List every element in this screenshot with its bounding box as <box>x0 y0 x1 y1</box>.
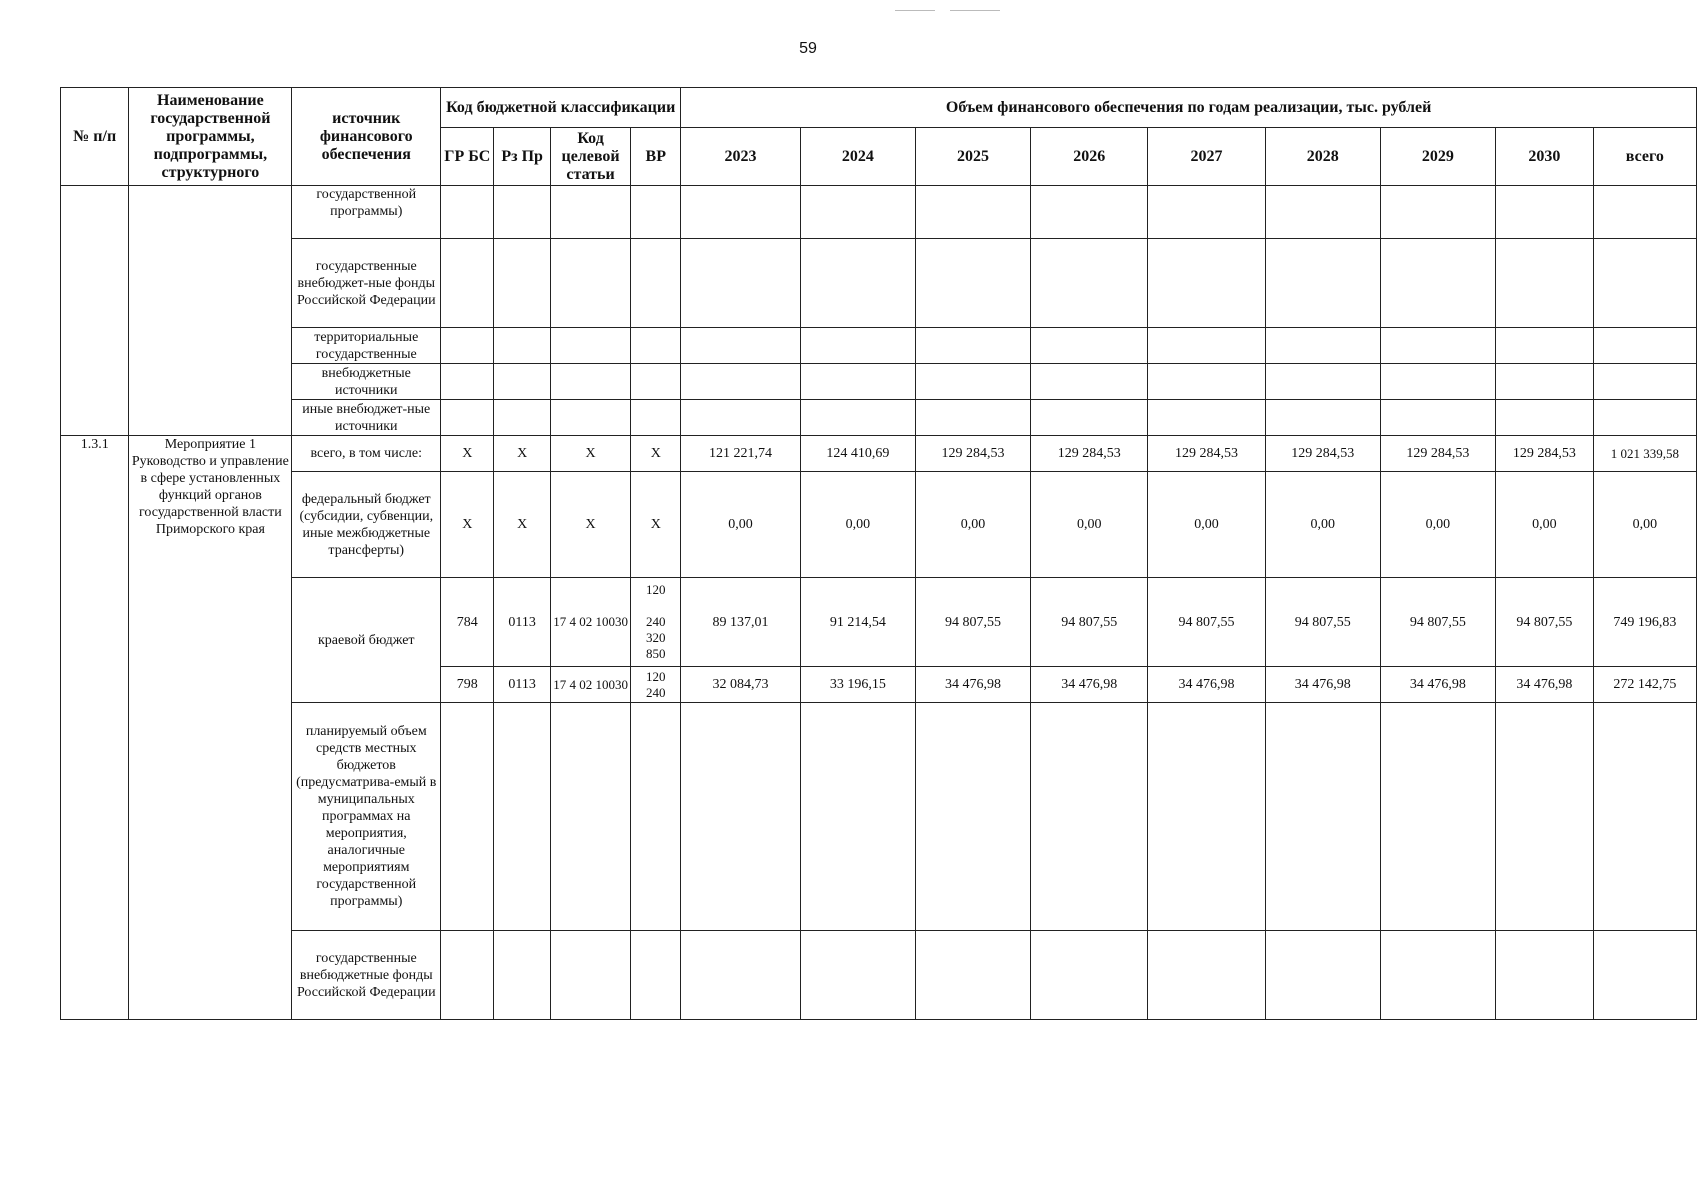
cell-source: государственные внебюджет-ные фонды Российской Федерации <box>292 239 441 328</box>
cell-source: территориальные государственные <box>292 328 441 364</box>
cell-2029: 94 807,55 <box>1380 578 1495 667</box>
cell-rzpr: Х <box>494 472 550 578</box>
cell-2028: 0,00 <box>1265 472 1380 578</box>
header-year-2030: 2030 <box>1495 128 1593 186</box>
header-year-2024: 2024 <box>800 128 915 186</box>
cell-2023: 32 084,73 <box>681 667 800 703</box>
cell-2026: 34 476,98 <box>1031 667 1148 703</box>
header-year-2028: 2028 <box>1265 128 1380 186</box>
cell-rzpr: 0113 <box>494 578 550 667</box>
cell-2030: 0,00 <box>1495 472 1593 578</box>
cell-2027: 0,00 <box>1148 472 1265 578</box>
cell-2025: 94 807,55 <box>915 578 1030 667</box>
cell-kcs: Х <box>550 472 630 578</box>
header-source: источник финансового обеспечения <box>292 88 441 186</box>
header-vr: ВР <box>631 128 681 186</box>
cell-source: федеральный бюджет (субсидии, субвенции, иные межбюджетные трансферты) <box>292 472 441 578</box>
measure-name: Мероприятие 1 Руководство и управление в сфере установленных функций органов государственной власти Приморского края <box>129 436 292 1020</box>
cell-2025: 129 284,53 <box>915 436 1030 472</box>
cell-2028: 94 807,55 <box>1265 578 1380 667</box>
cell-2027: 129 284,53 <box>1148 436 1265 472</box>
header-rzpr: Рз Пр <box>494 128 550 186</box>
cell-total: 1 021 339,58 <box>1593 436 1696 472</box>
cell-2024: 0,00 <box>800 472 915 578</box>
cell-source: всего, в том числе: <box>292 436 441 472</box>
header-year-2026: 2026 <box>1031 128 1148 186</box>
cell-source: планируемый объем средств местных бюджетов (предусматрива-емый в муниципальных программах на мероприятия, аналогичные мероприятиям государственной программы) <box>292 703 441 931</box>
cell-2026: 94 807,55 <box>1031 578 1148 667</box>
vr-code: 240 <box>646 684 666 700</box>
cell-2029: 34 476,98 <box>1380 667 1495 703</box>
cell-total: 272 142,75 <box>1593 667 1696 703</box>
cell-2028: 34 476,98 <box>1265 667 1380 703</box>
cell-source: краевой бюджет <box>292 578 441 703</box>
scan-marks <box>895 10 1000 14</box>
cell-name-empty <box>129 186 292 436</box>
cell-2024: 33 196,15 <box>800 667 915 703</box>
cell-2030: 94 807,55 <box>1495 578 1593 667</box>
header-grbs: ГР БС <box>441 128 494 186</box>
cell-source: внебюджетные источники <box>292 364 441 400</box>
table-row <box>61 364 1697 400</box>
table-row <box>61 436 1697 472</box>
table-row <box>61 931 1697 1020</box>
cell-2025: 34 476,98 <box>915 667 1030 703</box>
cell-2023: 121 221,74 <box>681 436 800 472</box>
vr-code: 320 <box>646 630 666 645</box>
table-row <box>61 186 1697 239</box>
cell-grbs: 784 <box>441 578 494 667</box>
table-row <box>61 400 1697 436</box>
cell-kcs: 17 4 02 10030 <box>550 578 630 667</box>
header-year-2025: 2025 <box>915 128 1030 186</box>
cell-source: государственной программы) <box>292 186 441 239</box>
cell-2030: 129 284,53 <box>1495 436 1593 472</box>
cell-2029: 0,00 <box>1380 472 1495 578</box>
header-volume-group: Объем финансового обеспечения по годам реализации, тыс. рублей <box>681 88 1697 128</box>
header-row-1 <box>61 88 1697 128</box>
cell-source: государственные внебюджетные фонды Российской Федерации <box>292 931 441 1020</box>
cell-vr <box>631 667 681 703</box>
cell-2025: 0,00 <box>915 472 1030 578</box>
vr-code: 120 <box>646 582 666 597</box>
cell-2026: 0,00 <box>1031 472 1148 578</box>
cell-total: 749 196,83 <box>1593 578 1696 667</box>
cell-grbs: Х <box>441 472 494 578</box>
cell-2028: 129 284,53 <box>1265 436 1380 472</box>
cell-vr <box>631 578 681 667</box>
table-row <box>61 703 1697 931</box>
cell-2029: 129 284,53 <box>1380 436 1495 472</box>
cell-grbs: 798 <box>441 667 494 703</box>
header-code-group: Код бюджетной классификации <box>441 88 681 128</box>
cell-source: иные внебюджет-ные источники <box>292 400 441 436</box>
cell-2027: 94 807,55 <box>1148 578 1265 667</box>
table-row <box>61 472 1697 578</box>
header-total: всего <box>1593 128 1696 186</box>
financing-table <box>60 87 1697 1020</box>
vr-code: 240 <box>646 614 666 629</box>
header-year-2027: 2027 <box>1148 128 1265 186</box>
vr-code: 850 <box>646 646 666 661</box>
cell-kcs: Х <box>550 436 630 472</box>
table-row <box>61 239 1697 328</box>
cell-kcs: 17 4 02 10030 <box>550 667 630 703</box>
cell-rzpr: 0113 <box>494 667 550 703</box>
cell-2024: 124 410,69 <box>800 436 915 472</box>
cell-2026: 129 284,53 <box>1031 436 1148 472</box>
header-no: № п/п <box>61 88 129 186</box>
table-row <box>61 328 1697 364</box>
header-kcs: Код целевой статьи <box>550 128 630 186</box>
header-year-2023: 2023 <box>681 128 800 186</box>
cell-total: 0,00 <box>1593 472 1696 578</box>
cell-2027: 34 476,98 <box>1148 667 1265 703</box>
cell-2023: 0,00 <box>681 472 800 578</box>
header-name: Наименование государственной программы, подпрограммы, структурного <box>129 88 292 186</box>
table-row <box>61 578 1697 667</box>
cell-rzpr: Х <box>494 436 550 472</box>
cell-2023: 89 137,01 <box>681 578 800 667</box>
vr-code: 120 <box>646 668 666 684</box>
measure-number: 1.3.1 <box>61 436 129 1020</box>
cell-2030: 34 476,98 <box>1495 667 1593 703</box>
cell-grbs: Х <box>441 436 494 472</box>
cell-2024: 91 214,54 <box>800 578 915 667</box>
page-number: 59 <box>799 40 817 57</box>
cell-vr: Х <box>631 472 681 578</box>
cell-no-empty <box>61 186 129 436</box>
header-year-2029: 2029 <box>1380 128 1495 186</box>
cell-vr: Х <box>631 436 681 472</box>
